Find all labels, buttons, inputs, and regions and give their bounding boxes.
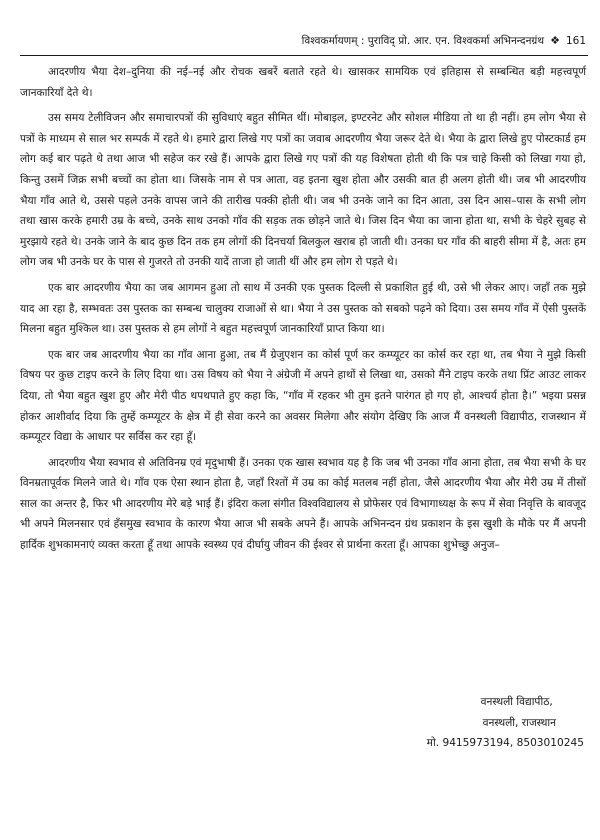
- paragraph-2: उस समय टेलीविजन और समाचारपत्रों की सुविधाएं बहुत सीमित थीं। मोबाइल, इण्टरनेट और सोशल मीडिया तो था ही नहीं। हम लोग भैया से पत्रों के माध्यम से साल भर सम्पर्क में रहते थे। हमारे द्वारा लिखे गए पत्रों का जवाब आदरणीय भैया जरूर देते थे। भैया के द्वारा लिखे हुए पोस्टकार्ड हम लोग कई बार पढ़ते थे तथा आज भी सहेज कर रखे हैं। आपके द्वारा लिखे गए पत्रों की यह विशेषता होती थी कि पत्र चाहे किसी को लिखा गया हो, किन्तु उसमें जिक्र सभी बच्चों का होता था। जिसके नाम से पत्र आता, वह इतना खुश होता और उसकी बात ही अलग होती थी। जब भी आदरणीय भैया गाँव आते थे, उससे पहले उनके वापस जाने की तारीख पक्की होती थी। जब भी उनके जाने का दिन आता, उस दिन आस–पास के सभी लोग तथा खास करके हमारी उम्र के बच्चे, उनके साथ उनको गाँव की सड़क तक छोड़ने जाते थे। जिस दिन भैया का जाना होता था, सभी के चेहरे सुबह से मुरझाये रहते थे। उनके जाने के बाद कुछ दिन तक हम लोगों की दिनचर्या बिलकुल खराब हो जाती थी। उनका घर गाँव की बाहरी सीमा में है, अतः हम लोग जब भी उनके घर के पास से गुजरते तो उनकी यादें ताजा हो जाती थीं और हम लोग रो पड़ते थे।: [20, 112, 586, 269]
- paragraph-1: आदरणीय भैया देश–दुनिया की नई–नई और रोचक खबरें बताते रहते थे। खासकर सामयिक एवं इतिहास से सम्बन्धित बड़ी महत्त्वपूर्ण जानकारियाँ देते थे।: [20, 66, 586, 99]
- paragraph-4: एक बार जब आदरणीय भैया का गाँव आना हुआ, तब मैं ग्रेजुएशन का कोर्स पूर्ण कर कम्प्यूटर का कोर्स कर रहा था, तब भैया ने मुझे किसी विषय पर कुछ टाइप करने के लिए दिया था। उस विषय को भैया ने अंग्रेजी में अपने हाथों से लिखा था, उसको मैंने टाइप करके तथा प्रिंट आउट लाकर दिया, तो भैया बहुत खुश हुए और मेरी पीठ थपथपाते हुए कहा कि, “गाँव में रहकर भी तुम इतने पारंगत हो गए हो, आश्चर्य होता है।” भइया प्रसन्न होकर आशीर्वाद दिया कि तुम्हें कम्प्यूटर के क्षेत्र में ही सेवा करने का अवसर मिलेगा और संयोग देखिए कि आज मैं वनस्थली विद्यापीठ, राजस्थान में कम्प्यूटर विद्या के आधार पर सर्विस कर रहा हूँ।: [20, 348, 586, 444]
- ornament-icon: ❖: [550, 34, 560, 47]
- book-title: विश्वकर्मायणम् : पुराविद् प्रो. आर. एन. विश्वकर्मा अभिनन्दनग्रंथ: [301, 35, 545, 47]
- article-body: [20, 62, 586, 561]
- page-number: 161: [565, 35, 586, 47]
- running-header: [40, 34, 586, 48]
- header-rule: [20, 55, 588, 56]
- signature-institution: वनस्थली विद्यापीठ,: [480, 696, 553, 708]
- signature-phone: मो. 9415973194, 8503010245: [426, 737, 584, 750]
- paragraph-3: एक बार आदरणीय भैया का जब आगमन हुआ तो साथ में उनकी एक पुस्तक दिल्ली से प्रकाशित हुई थी, उसे भी लेकर आए। जहाँ तक मुझे याद आ रहा है, सम्भवतः उस पुस्तक का सम्बन्ध चालुक्य राजाओं से था। भैया ने उस पुस्तक को सबको पढ़ने को दिया। उस समय गाँव में ऐसी पुस्तकें मिलना बहुत मुश्किल था। उस पुस्तक से हम लोगों ने बहुत महत्त्वपूर्ण जानकारियाँ प्राप्त किया था।: [20, 281, 586, 336]
- author-signature-block: [427, 692, 584, 754]
- signature-location: वनस्थली, राजस्थान: [482, 716, 556, 729]
- paragraph-5: आदरणीय भैया स्वभाव से अतिविनम्र एवं मृदुभाषी हैं। उनका एक खास स्वभाव यह है कि जब भी उनका गाँव आना होता, तब भैया सभी के घर विनम्रतापूर्वक मिलने जाते थे। गाँव एक ऐसा स्थान होता है, जहाँ रिश्तों में उम्र का कोई मतलब नहीं होता, जैसे आदरणीय भैया और मेरी उम्र में तीसों साल का अन्तर है, फिर भी आदरणीय मेरे बड़े भाई हैं। इंदिरा कला संगीत विश्वविद्यालय से प्रोफेसर एवं विभागाध्यक्ष के रूप में सेवा निवृत्ति के बावजूद भी अपने मिलनसार एवं हँसमुख स्वभाव के कारण भैया आज भी सबके अपने हैं। आपके अभिनन्दन ग्रंथ प्रकाशन के इस खुशी के मौके पर मैं अपनी हार्दिक शुभकामनाएं व्यक्त करता हूँ तथा आपके स्वस्थ्य एवं दीर्घायु जीवन की ईश्वर से प्रार्थना करता हूँ। आपका शुभेच्छु अनुज–: [20, 456, 586, 552]
